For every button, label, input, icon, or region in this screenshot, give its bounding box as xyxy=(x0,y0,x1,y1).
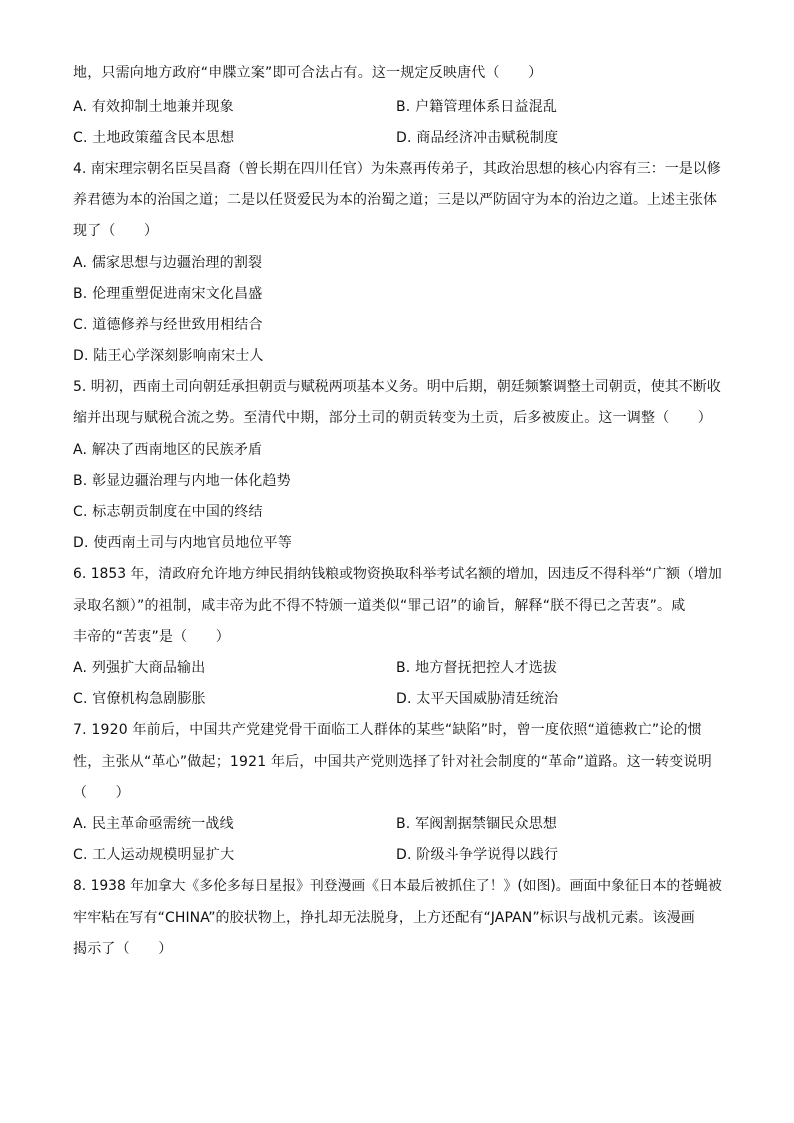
q5-stem-line-1: 5. 明初，西南土司向朝廷承担朝贡与赋税两项基本义务。明中后期，朝廷频繁调整土司朝贡，使其不断收 xyxy=(73,379,721,395)
q6-stem-line-2: 录取名额）”的祖制，咸丰帝为此不得不特颁一道类似“罪己诏”的谕旨，解释“朕不得已之苦衷”。咸 xyxy=(73,598,686,614)
q5-option-d: D. 使西南土司与内地官员地位平等 xyxy=(73,535,293,551)
q6-stem-line-3: 丰帝的“苦衷”是（ ） xyxy=(73,629,230,645)
q3-option-a: A. 有效抑制土地兼并现象 xyxy=(73,99,234,115)
q5-option-b: B. 彰显边疆治理与内地一体化趋势 xyxy=(73,473,291,489)
q4-option-b: B. 伦理重塑促进南宋文化昌盛 xyxy=(73,286,263,302)
q3-stem-line: 地，只需向地方政府“申牒立案”即可合法占有。这一规定反映唐代（ ） xyxy=(73,65,543,81)
q6-option-d: D. 太平天国威胁清廷统治 xyxy=(396,691,559,707)
q6-option-b: B. 地方督抚把控人才选拔 xyxy=(396,660,558,676)
q8-stem-line-3: 揭示了（ ） xyxy=(73,941,173,957)
q8-stem-line-1: 8. 1938 年加拿大《多伦多每日星报》刊登漫画《日本最后被抓住了！》(如图)。画面中象征日本的苍蝇被 xyxy=(73,878,722,894)
q4-option-a: A. 儒家思想与边疆治理的割裂 xyxy=(73,255,263,271)
q3-option-c: C. 土地政策蕴含民本思想 xyxy=(73,130,235,146)
q6-stem-line-1: 6. 1853 年，清政府允许地方绅民捐纳钱粮或物资换取科举考试名额的增加，因违反不得科举“广额（增加 xyxy=(73,566,722,582)
q7-stem-line-1: 7. 1920 年前后，中国共产党建党骨干面临工人群体的某些“缺陷”时，曾一度依照“道德救亡”论的惯 xyxy=(73,722,702,738)
q7-option-d: D. 阶级斗争学说得以践行 xyxy=(396,847,559,863)
q4-stem-line-1: 4. 南宋理宗朝名臣吴昌裔（曾长期在四川任官）为朱熹再传弟子，其政治思想的核心内容有三：一是以修 xyxy=(73,161,721,177)
q3-option-d: D. 商品经济冲击赋税制度 xyxy=(396,130,559,146)
q7-stem-line-2: 性，主张从“革心”做起；1921 年后，中国共产党则选择了针对社会制度的“革命”道路。这一转变说明 xyxy=(73,754,712,770)
q4-option-d: D. 陆王心学深刻影响南宋士人 xyxy=(73,348,264,364)
q4-stem-line-3: 现了（ ） xyxy=(73,223,159,239)
q7-option-c: C. 工人运动规模明显扩大 xyxy=(73,847,235,863)
q7-option-b: B. 军阀割据禁锢民众思想 xyxy=(396,816,558,832)
q4-option-c: C. 道德修养与经世致用相结合 xyxy=(73,317,263,333)
q6-option-a: A. 列强扩大商品输出 xyxy=(73,660,206,676)
q7-option-a: A. 民主革命亟需统一战线 xyxy=(73,816,234,832)
q7-stem-line-3: （ ） xyxy=(73,785,130,801)
q5-stem-line-2: 缩并出现与赋税合流之势。至清代中期，部分土司的朝贡转变为土贡，后多被废止。这一调整（ ） xyxy=(73,410,712,426)
q8-stem-line-2: 牢牢粘在写有“CHINA”的胶状物上，挣扎却无法脱身，上方还配有“JAPAN”标识与战机元素。该漫画 xyxy=(73,910,695,926)
q6-option-c: C. 官僚机构急剧膨胀 xyxy=(73,691,206,707)
q3-option-b: B. 户籍管理体系日益混乱 xyxy=(396,99,558,115)
q4-stem-line-2: 养君德为本的治国之道；二是以任贤爱民为本的治蜀之道；三是以严防固守为本的治边之道。上述主张体 xyxy=(73,192,717,208)
q5-option-a: A. 解决了西南地区的民族矛盾 xyxy=(73,442,263,458)
q5-option-c: C. 标志朝贡制度在中国的终结 xyxy=(73,504,263,520)
